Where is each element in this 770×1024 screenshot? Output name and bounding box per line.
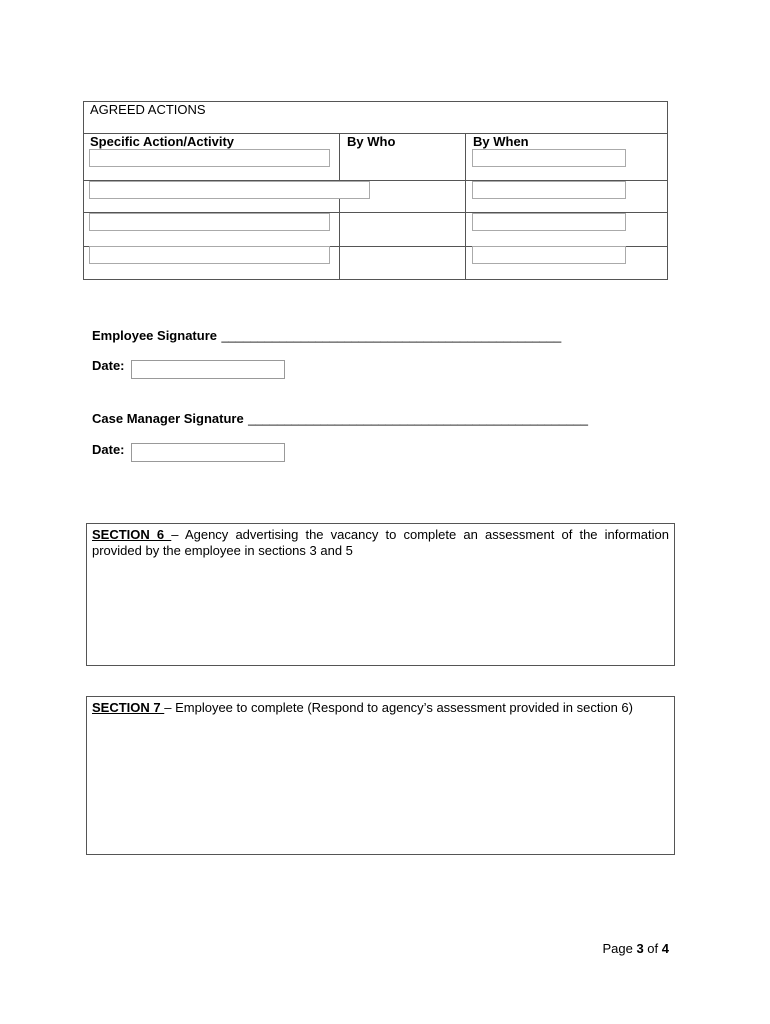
case-manager-date-input[interactable] [131,443,285,462]
section-7-box[interactable] [86,696,675,855]
page-number [602,941,669,956]
case-manager-signature-line[interactable]: _______________________________________________ [248,411,588,426]
case-manager-signature-row [92,410,588,428]
page-mid: of [643,941,662,956]
case-manager-signature-label: Case Manager Signature [92,411,244,426]
page-total: 4 [661,941,669,956]
section-6-heading [92,527,669,559]
column-header-by-when: By When [473,134,529,149]
by-when-input-row-4[interactable] [472,246,626,264]
by-when-input-row-3[interactable] [472,213,626,231]
employee-date-label: Date: [92,358,125,373]
section-7-heading [92,700,669,716]
agreed-actions-title: AGREED ACTIONS [90,102,206,117]
by-when-input-row-2[interactable] [472,181,626,199]
section-6-description: – Agency advertising the vacancy to complete an assessment of the information provided by the employee in sections 3 and 5 [92,527,669,558]
table-divider [465,133,466,280]
by-when-input-row-1[interactable] [472,149,626,167]
column-header-by-who: By Who [347,134,396,149]
section-7-description: – Employee to complete (Respond to agency’s assessment provided in section 6) [164,700,633,715]
case-manager-date-label: Date: [92,442,125,457]
column-header-action: Specific Action/Activity [90,134,234,149]
page-current: 3 [636,941,644,956]
action-input-row-1[interactable] [89,149,330,167]
employee-date-input[interactable] [131,360,285,379]
employee-signature-line[interactable]: _______________________________________________ [221,328,562,343]
action-input-row-4[interactable] [89,246,330,264]
section-7-label: SECTION 7 [92,700,165,715]
table-divider [339,133,340,280]
employee-signature-label: Employee Signature [92,328,217,343]
action-input-row-3[interactable] [89,213,330,231]
employee-signature-row [92,327,561,345]
action-input-row-2[interactable] [89,181,370,199]
section-6-label: SECTION 6 [92,527,172,542]
page-prefix: Page [602,941,637,956]
